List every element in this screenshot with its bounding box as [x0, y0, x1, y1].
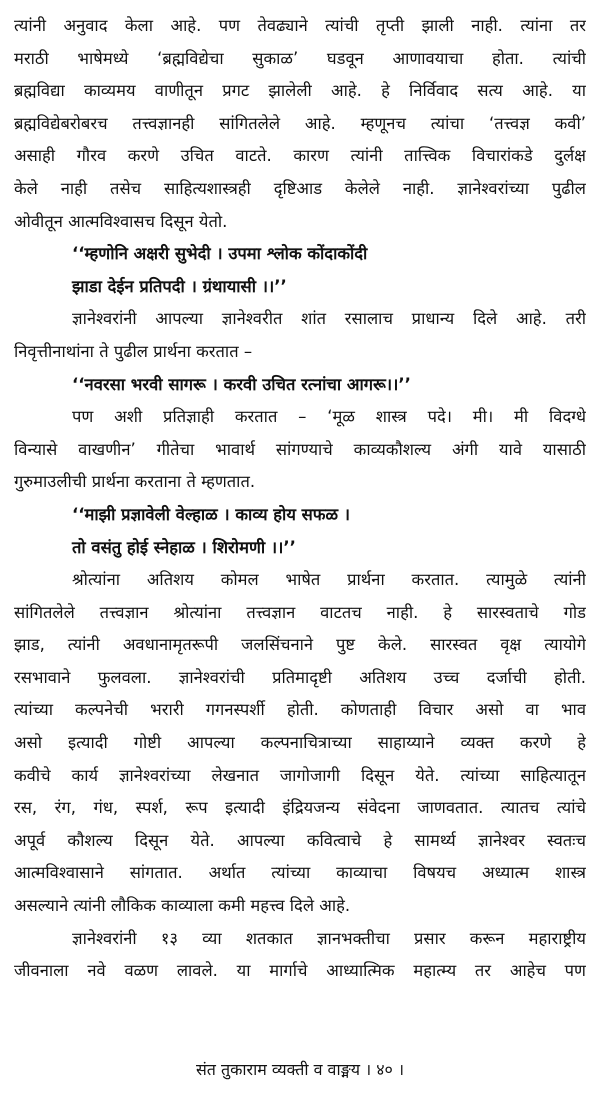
text-line: ज्ञानेश्वरांनी १३ व्या शतकात ज्ञानभक्तीचा प्रसार करून महाराष्ट्रीय [72, 928, 586, 948]
text-line: ब्रह्मविद्येबरोबरच तत्त्वज्ञानही सांगितलेले आहे. म्हणूनच त्यांचा ‘तत्त्वज्ञ कवी’ [14, 113, 586, 133]
text-line: झाड, त्यांनी अवधानामृतरूपी जलसिंचनाने पुष्ट केले. सारस्वत वृक्ष त्यायोगे [14, 635, 586, 655]
verse-line: ‘‘नवरसा भरवी सागरू । करवी उचित रत्नांचा आगरू।।’’ [72, 374, 411, 394]
text-line: मराठी भाषेमध्ये ‘ब्रह्मविद्येचा सुकाळ’ घडवून आणावयाचा होता. त्यांची [14, 48, 586, 68]
text-line: जीवनाला नवे वळण लावले. या मार्गाचे आध्यात्मिक महात्म्य तर आहेच पण [14, 961, 586, 981]
text-line: ओवीतून आत्मविश्वासच दिसून येतो. [14, 211, 228, 231]
page-body [14, 10, 586, 988]
text-line: ब्रह्मविद्या काव्यमय वाणीतून प्रगट झालेली आहे. हे निर्विवाद सत्य आहे. या [14, 81, 586, 101]
text-line: रस, रंग, गंध, स्पर्श, रूप इत्यादी इंद्रियजन्य संवेदना जाणवतात. त्यातच त्यांचे [14, 798, 586, 818]
text-line: निवृत्तीनाथांना ते पुढील प्रार्थना करतात – [14, 341, 253, 361]
text-line: आत्मविश्वासाने सांगतात. अर्थात त्यांच्या काव्याचा विषयच अध्यात्म शास्त्र [14, 863, 586, 883]
text-line: श्रोत्यांना अतिशय कोमल भाषेत प्रार्थना करतात. त्यामुळे त्यांनी [72, 570, 586, 590]
text-line: त्यांच्या कल्पनेची भरारी गगनस्पर्शी होती. कोणताही विचार असो वा भाव [14, 700, 586, 720]
text-line: असल्याने त्यांनी लौकिक काव्याला कमी महत्त्व दिले आहे. [14, 896, 351, 916]
text-line: त्यांनी अनुवाद केला आहे. पण तेवढ्याने त्यांची तृप्ती झाली नाही. त्यांना तर [14, 16, 586, 35]
text-line: असो इत्यादी गोष्टी आपल्या कल्पनाचित्राच्या साहाय्याने व्यक्त करणे हे [14, 733, 586, 753]
text-line: रसभावाने फुलवला. ज्ञानेश्वरांची प्रतिमादृष्टी अतिशय उच्च दर्जाची होती. [14, 667, 586, 687]
text-line: सांगितलेले तत्त्वज्ञान श्रोत्यांना तत्त्वज्ञान वाटतच नाही. हे सारस्वताचे गोड [14, 602, 586, 622]
verse-line: झाडा देईन प्रतिपदी । ग्रंथायासी ।।’’ [72, 276, 287, 296]
text-line: गुरुमाउलीची प्रार्थना करताना ते म्हणतात. [14, 472, 256, 492]
text-line: असाही गौरव करणे उचित वाटते. कारण त्यांनी तात्त्विक विचारांकडे दुर्लक्ष [14, 146, 586, 166]
page-footer: संत तुकाराम व्यक्ती व वाङ्मय । ४० । [195, 1060, 405, 1079]
text-line: पण अशी प्रतिज्ञाही करतात – ‘मूळ शास्त्र पदे। मी। मी विदग्धे [72, 407, 586, 427]
text-line: विन्यासे वाखणीन’ गीतेचा भावार्थ सांगण्याचे काव्यकौशल्य अंगी यावे यासाठी [14, 439, 586, 459]
verse-line: ‘‘माझी प्रज्ञावेली वेल्हाळ । काव्य होय सफळ । [72, 504, 351, 524]
text-line: ज्ञानेश्वरांनी आपल्या ज्ञानेश्वरीत शांत रसालाच प्राधान्य दिले आहे. तरी [72, 309, 586, 329]
verse-line: ‘‘म्हणोनि अक्षरी सुभेदी । उपमा श्लोक कोंदाकोंदी [72, 244, 368, 264]
text-line: अपूर्व कौशल्य दिसून येते. आपल्या कवित्वाचे हे सामर्थ्य ज्ञानेश्वर स्वतःच [14, 830, 586, 850]
text-line: केले नाही तसेच साहित्यशास्त्रही दृष्टिआड केलेले नाही. ज्ञानेश्वरांच्या पुढील [14, 178, 586, 198]
text-line: कवीचे कार्य ज्ञानेश्वरांच्या लेखनात जागोजागी दिसून येते. त्यांच्या साहित्यातून [14, 765, 586, 785]
verse-line: तो वसंतु होई स्नेहाळ । शिरोमणी ।।’’ [72, 537, 296, 557]
